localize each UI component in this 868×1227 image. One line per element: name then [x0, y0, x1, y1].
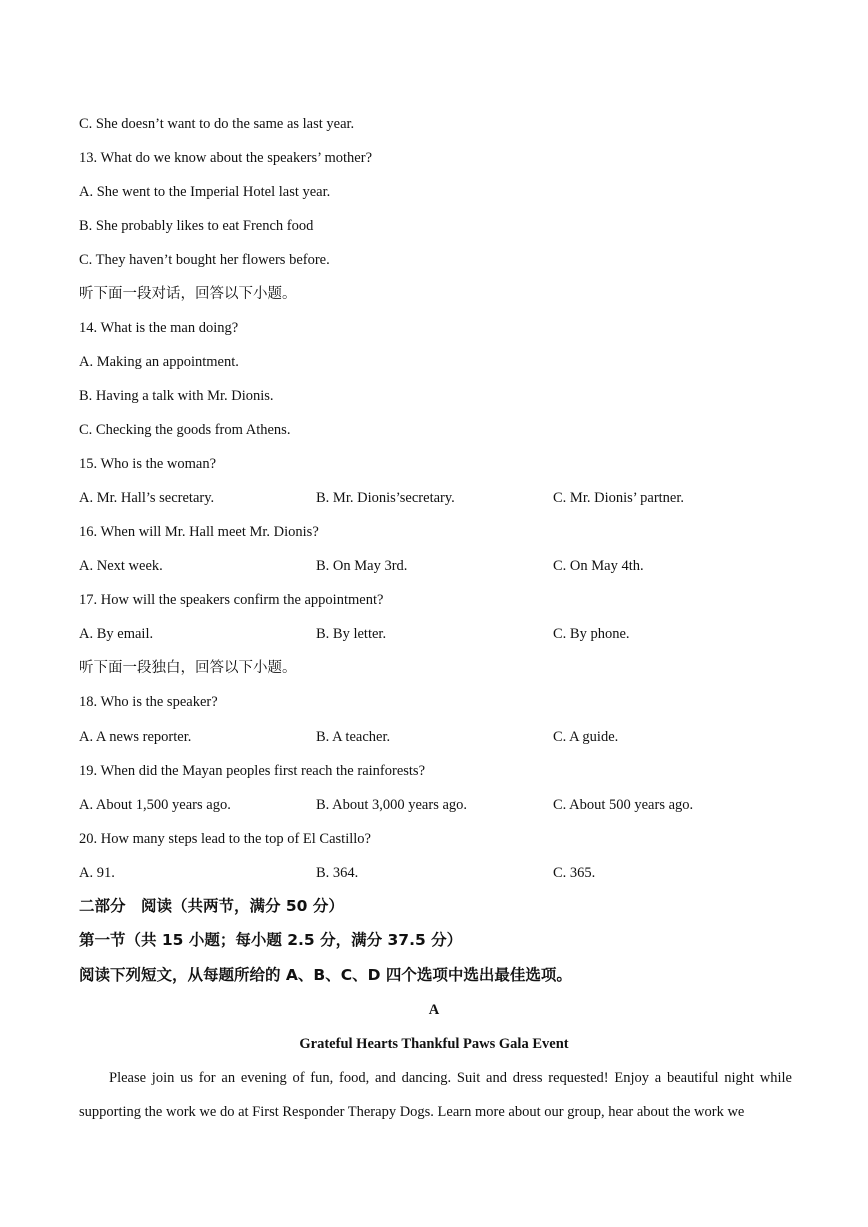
option-line: A. Making an appointment. — [79, 354, 239, 370]
option-c: C. By phone. — [553, 626, 630, 642]
question-19: 19. When did the Mayan peoples first reach the rainforests? — [79, 763, 426, 779]
option-c: C. On May 4th. — [553, 558, 644, 574]
instruction-dialogue: 听下面一段对话，回答以下小题。 — [79, 286, 297, 302]
question-14: 14. What is the man doing? — [79, 320, 239, 336]
option-c: C. Mr. Dionis’ partner. — [553, 490, 685, 506]
option-a: A. 91. — [79, 865, 115, 881]
option-line: A. She went to the Imperial Hotel last year. — [79, 184, 331, 200]
option-b: B. 364. — [316, 865, 359, 881]
question-15: 15. Who is the woman? — [79, 456, 217, 472]
option-b: B. Mr. Dionis’secretary. — [316, 490, 455, 506]
option-a: A. Mr. Hall’s secretary. — [79, 490, 215, 506]
option-line: C. She doesn’t want to do the same as last year. — [79, 116, 355, 132]
reading-instruction: 阅读下列短文，从每题所给的 A、B、C、D 四个选项中选出最佳选项。 — [79, 966, 572, 984]
option-b: B. A teacher. — [316, 729, 391, 745]
option-line: C. They haven’t bought her flowers before. — [79, 252, 330, 268]
question-16: 16. When will Mr. Hall meet Mr. Dionis? — [79, 524, 319, 540]
passage-letter: A — [428, 1002, 440, 1018]
option-a: A. A news reporter. — [79, 729, 192, 745]
section-heading: 二部分 阅读（共两节，满分 50 分） — [79, 897, 344, 915]
instruction-monologue: 听下面一段独白，回答以下小题。 — [79, 660, 297, 676]
option-line: B. Having a talk with Mr. Dionis. — [79, 388, 274, 404]
option-b: B. By letter. — [316, 626, 387, 642]
option-c: C. About 500 years ago. — [553, 797, 694, 813]
option-c: C. A guide. — [553, 729, 619, 745]
question-20: 20. How many steps lead to the top of El Castillo? — [79, 831, 371, 847]
option-line: C. Checking the goods from Athens. — [79, 422, 291, 438]
option-b: B. On May 3rd. — [316, 558, 408, 574]
option-a: A. About 1,500 years ago. — [79, 797, 231, 813]
question-13: 13. What do we know about the speakers’ mother? — [79, 150, 373, 166]
passage-title: Grateful Hearts Thankful Paws Gala Event — [299, 1036, 569, 1052]
option-a: A. By email. — [79, 626, 154, 642]
option-a: A. Next week. — [79, 558, 163, 574]
question-17: 17. How will the speakers confirm the appointment? — [79, 592, 384, 608]
passage-paragraph: Please join us for an evening of fun, food, and dancing. Suit and dress requested! Enjoy a beautiful night while supporting the work we do at First Responder Therapy Dogs. Learn more about our group, hear about the work we — [79, 1070, 792, 1120]
subsection-heading: 第一节（共 15 小题；每小题 2.5 分，满分 37.5 分） — [79, 931, 463, 949]
question-18: 18. Who is the speaker? — [79, 694, 218, 710]
option-line: B. She probably likes to eat French food — [79, 218, 314, 234]
option-c: C. 365. — [553, 865, 596, 881]
option-b: B. About 3,000 years ago. — [316, 797, 468, 813]
